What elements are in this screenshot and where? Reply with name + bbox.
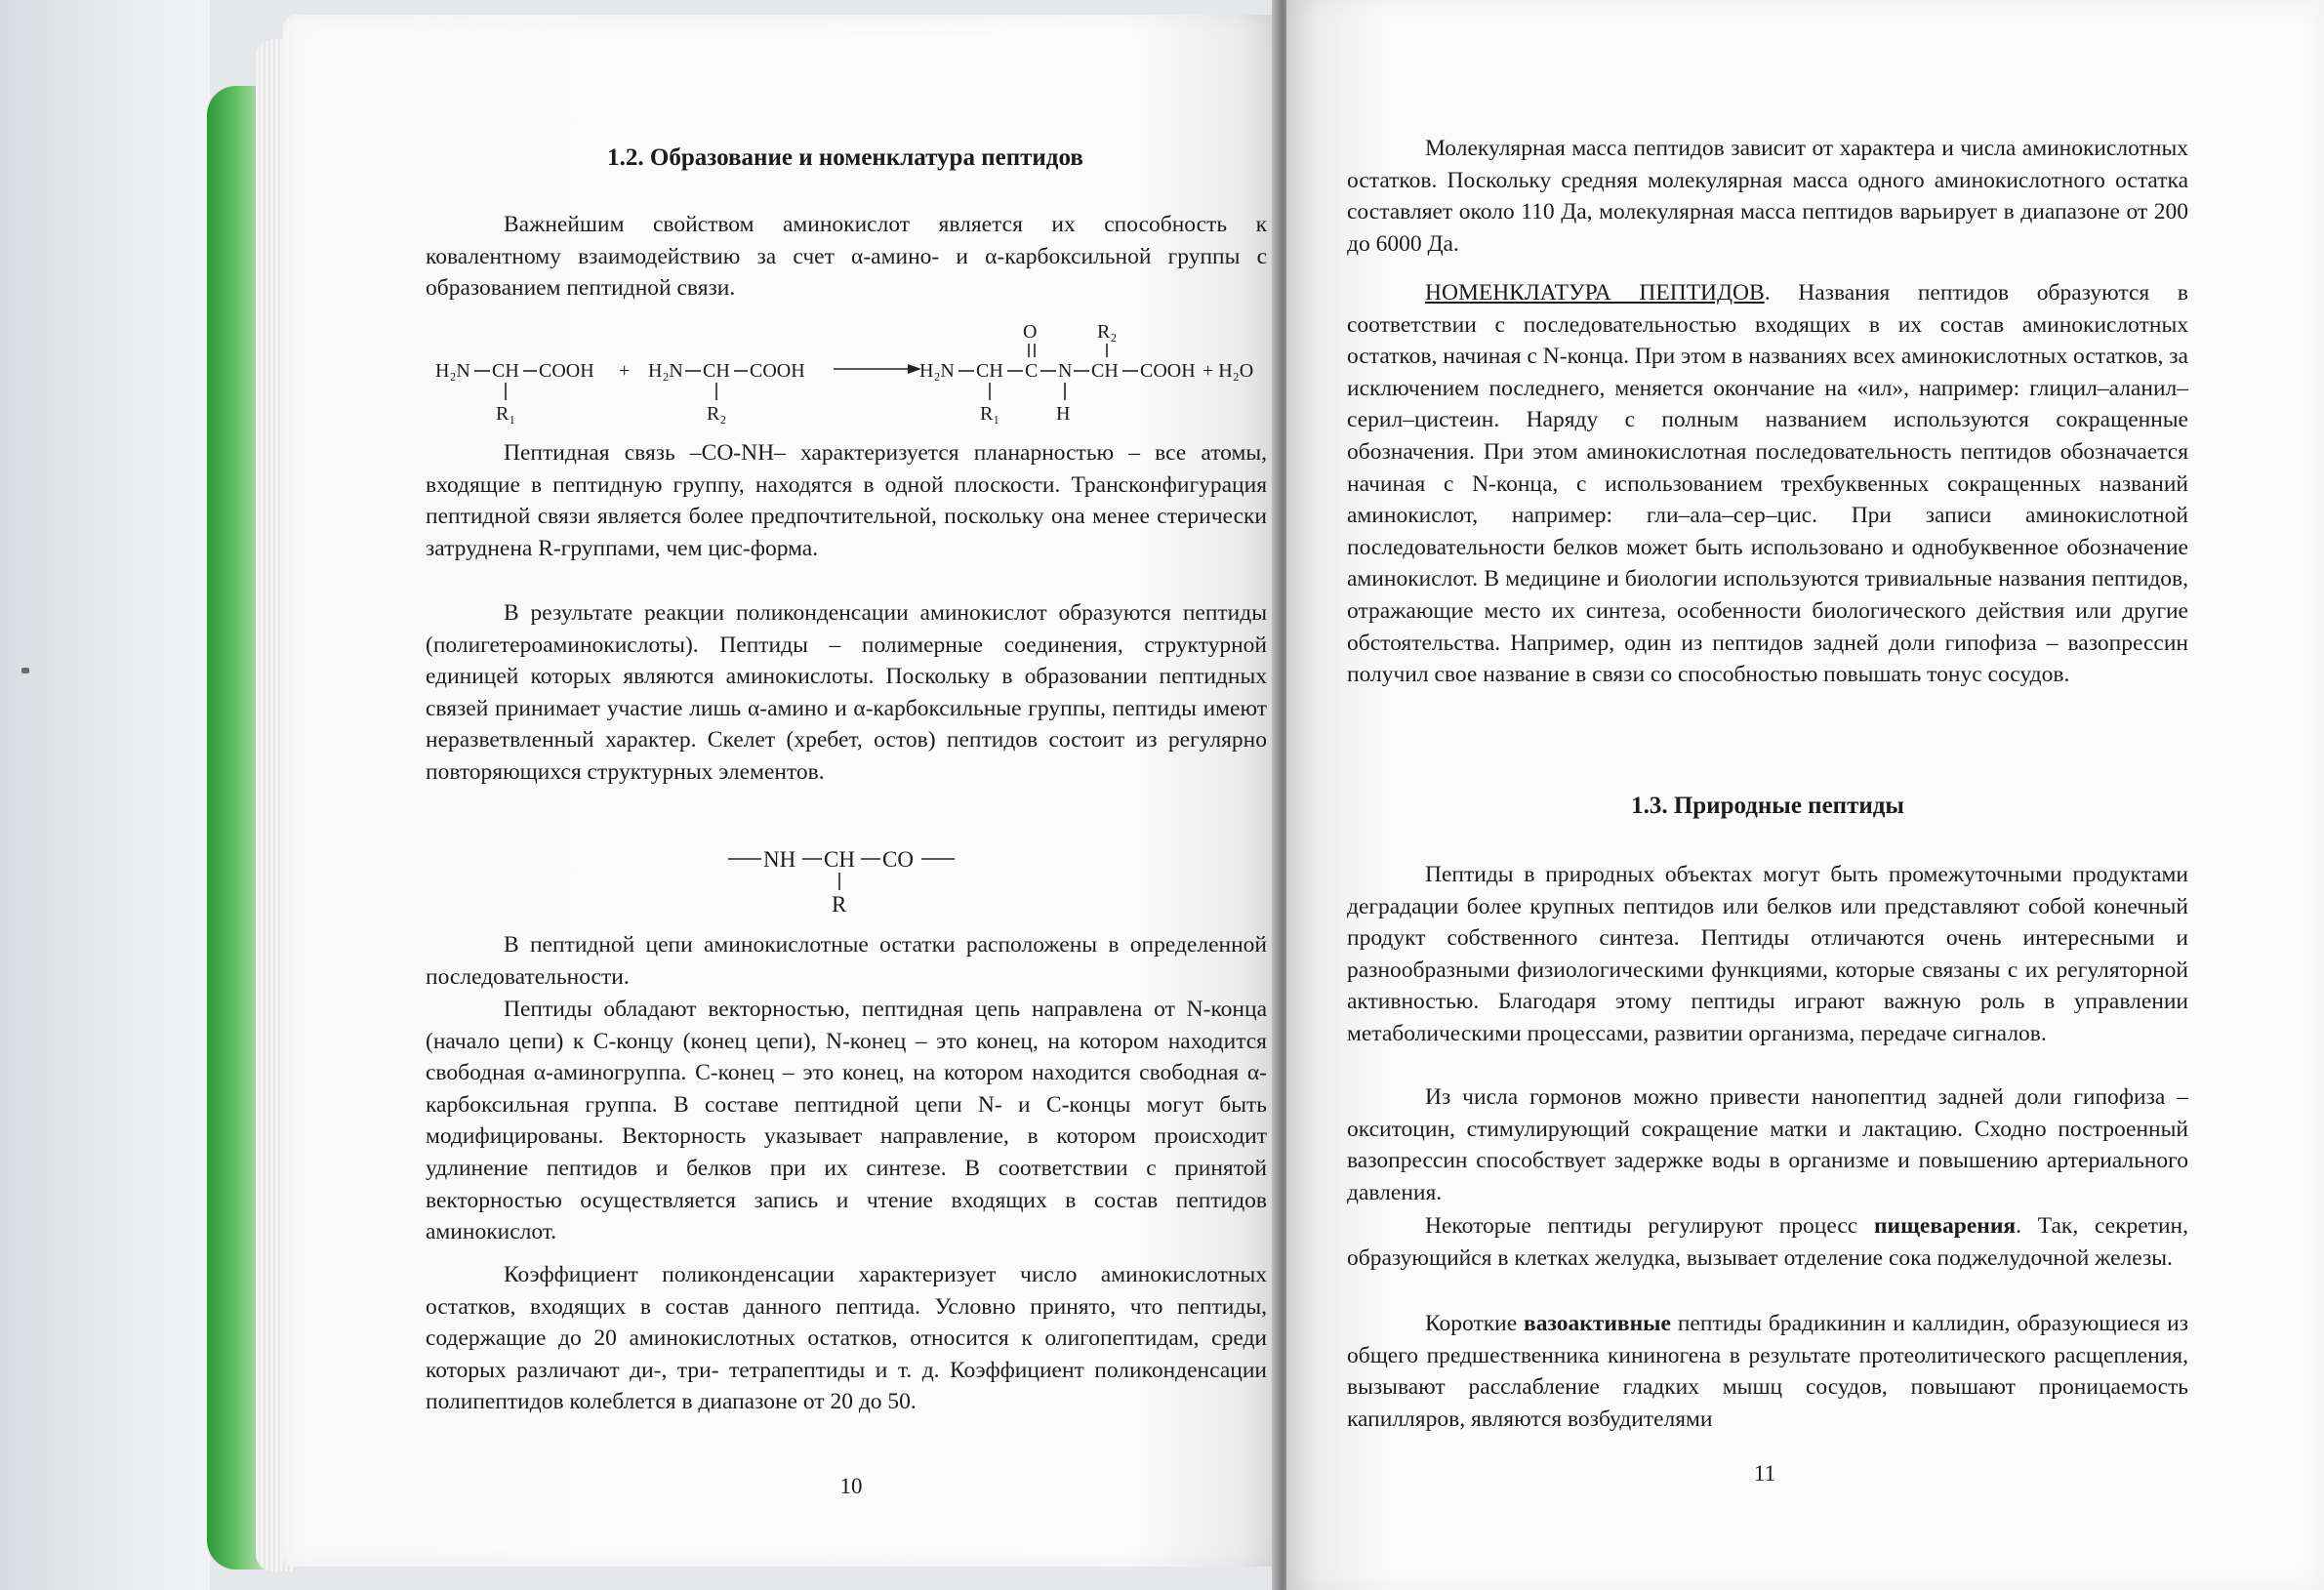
left-page-heading: 1.2. Образование и номенклатура пептидов — [607, 144, 1083, 171]
product-ch1: CH — [976, 360, 1003, 382]
digestion-text-a: Некоторые пептиды регулируют процесс — [1425, 1213, 1874, 1239]
product-c: C — [1025, 360, 1039, 382]
vasoactive-bold: вазоактивные — [1524, 1311, 1671, 1336]
right-paragraph-1: Молекулярная масса пептидов зависит от характера и числа аминокислотных остатков. Поскольку средняя молекулярная масса одного аминокислотного остатка составляет около 110 Да, молекулярная масса пептидов варьирует в диапазоне от 200 до 6000 Да. — [1347, 136, 2188, 257]
product-r2: R₂ — [1097, 321, 1118, 343]
peptide-bond-reaction — [426, 312, 1284, 439]
left-paragraph-4: В пептидной цепи аминокислотные остатки расположены в определенной последовательности. — [426, 932, 1267, 990]
left-paragraph-2: Пептидная связь –CO-NH– характеризуется планарностью – все атомы, входящие в пептидную группу, находятся в одной плоскости. Трансконфигурация пептидной связи является более предпочтительной, поскольку она менее стерически затруднена R-группами, чем цис-форма. — [426, 440, 1267, 561]
right-paragraph-6 — [1347, 1308, 2188, 1435]
backbone-ch: CH — [824, 847, 855, 872]
left-paragraph-6: Коэффициент поликонденсации характеризует число аминокислотных остатков, входящих в состав данного пептида. Условно принято, что пептиды, содержащие до 20 аминокислотных остатков, относится к олигопептидам, среди которых различают ди-, три- тетрапептиды и т. д. Коэффициент поликонденсации полипептидов колеблется в диапазоне от 20 до 50. — [426, 1262, 1267, 1415]
water: + H₂O — [1203, 360, 1254, 382]
reactant2-ch: CH — [703, 360, 730, 382]
reactant2-amine: H₂N — [648, 360, 683, 382]
product-cooh: COOH — [1140, 360, 1196, 382]
right-page-number: 11 — [1753, 1461, 1776, 1486]
nomenclature-lead: НОМЕНКЛАТУРА ПЕПТИДОВ — [1425, 280, 1765, 306]
reactant1-cooh: COOH — [539, 360, 594, 382]
product-h: H — [1056, 403, 1071, 425]
reactant2-cooh: COOH — [750, 360, 805, 382]
vasoactive-text-a: Короткие — [1425, 1311, 1525, 1336]
product-ch2: CH — [1091, 360, 1119, 382]
left-page-number: 10 — [839, 1474, 863, 1498]
product-o: O — [1023, 321, 1038, 343]
reactant1-r1: R₁ — [496, 403, 516, 425]
right-paragraph-5 — [1347, 1210, 2188, 1274]
backbone-co: CO — [882, 847, 914, 872]
backbone-nh: NH — [763, 847, 796, 872]
right-paragraph-2 — [1347, 277, 2188, 691]
left-paragraph-1: Важнейшим свойством аминокислот является их способность к ковалентному взаимодействию за счет α-амино- и α-карбоксильной группы с образованием пептидной связи. — [426, 212, 1267, 302]
scanner-background — [0, 0, 210, 1590]
product-n: N — [1058, 360, 1073, 382]
plus-sign: + — [619, 360, 631, 382]
reactant1-amine: H₂N — [435, 360, 470, 382]
reactant2-r2: R₂ — [707, 403, 727, 425]
left-paragraph-5: Пептиды обладают векторностью, пептидная цепь направлена от N-конца (начало цепи) к C-концу (конец цепи), N-конец – это конец, на котором находится свободная α-аминогруппа. C-конец – это конец, на котором находится свободная α-карбоксильная группа. В составе пептидной цепи N- и C-концы могут быть модифицированы. Векторность указывает направление, в котором происходит удлинение пептидов и белков при их синтезе. В соответствии с принятой векторностью осуществляется запись и чтение входящих в состав пептидов аминокислот. — [426, 997, 1267, 1245]
right-paragraph-4: Из числа гормонов можно привести нанопептид задней доли гипофиза – окситоцин, стимулирующий сокращение матки и лактацию. Сходно построенный вазопрессин способствует задержке воды в организме и повышению артериального давления. — [1347, 1084, 2188, 1205]
right-paragraph-3: Пептиды в природных объектах могут быть промежуточными продуктами деградации более крупных пептидов или белков или представляют собой конечный продукт собственного синтеза. Пептиды отличаются очень интересными и разнообразными физиологическими функциями, которые связаны с их регуляторной активностью. Благодаря этому пептиды играют важную роль в управлении метаболическими процессами, развитии организма, передаче сигналов. — [1347, 862, 2188, 1046]
peptide-backbone-structure — [718, 841, 992, 919]
digestion-bold: пищеварения — [1873, 1213, 2017, 1239]
backbone-r: R — [832, 892, 847, 917]
left-paragraph-3: В результате реакции поликонденсации аминокислот образуются пептиды (полигетероаминокислоты). Пептиды – полимерные соединения, структурной единицей которых являются аминокислоты. Поскольку в образовании пептидных связей принимает участие лишь α-амино и α-карбоксильные группы, пептиды имеют неразветвленный характер. Скелет (хребет, остов) пептидов состоит из регулярно повторяющихся структурных элементов. — [426, 600, 1267, 785]
reactant1-ch: CH — [492, 360, 519, 382]
dust-speck — [21, 668, 29, 673]
vasoactive-text-b: пептиды брадикинин и каллидин, образующиеся из общего предшественника кининогена в результате протеолитического расщепления, вызывают расслабление гладких мышц сосудов, повышают проницаемость капилляров, являются возбудителями — [1347, 1311, 2188, 1432]
product-amine: H₂N — [919, 360, 955, 382]
right-page-heading: 1.3. Природные пептиды — [1631, 793, 1904, 819]
digestion-text-b: . Так, секретин, образующийся в клетках желудка, вызывает отделение сока поджелудочной железы. — [1347, 1213, 2188, 1271]
nomenclature-text: . Названия пептидов образуются в соответствии с последовательностью входящих в их состав аминокислотных остатков, начиная с N-конца. При этом в названиях всех аминокислотных остатков, за исключением последнего, меняется окончание на «ил», например: глицил–аланил–серил–цистеин. Наряду с полным названием используются сокращенные обозначения. При этом аминокислотная последовательность пептидов обозначается начиная с N-конца, с использованием трехбуквенных сокращенных названий аминокислот, например: гли–ала–сер–цис. При записи аминокислотной последовательности белков может быть использовано и однобуквенное обозначение аминокислот. В медицине и биологии используются тривиальные названия пептидов, отражающие место их синтеза, особенности биологического действия или другие обстоятельства. Например, один из пептидов задней доли гипофиза – вазопрессин получил свое название в связи со способностью повышать тонус сосудов. — [1347, 280, 2188, 688]
product-r1: R₁ — [980, 403, 1000, 425]
